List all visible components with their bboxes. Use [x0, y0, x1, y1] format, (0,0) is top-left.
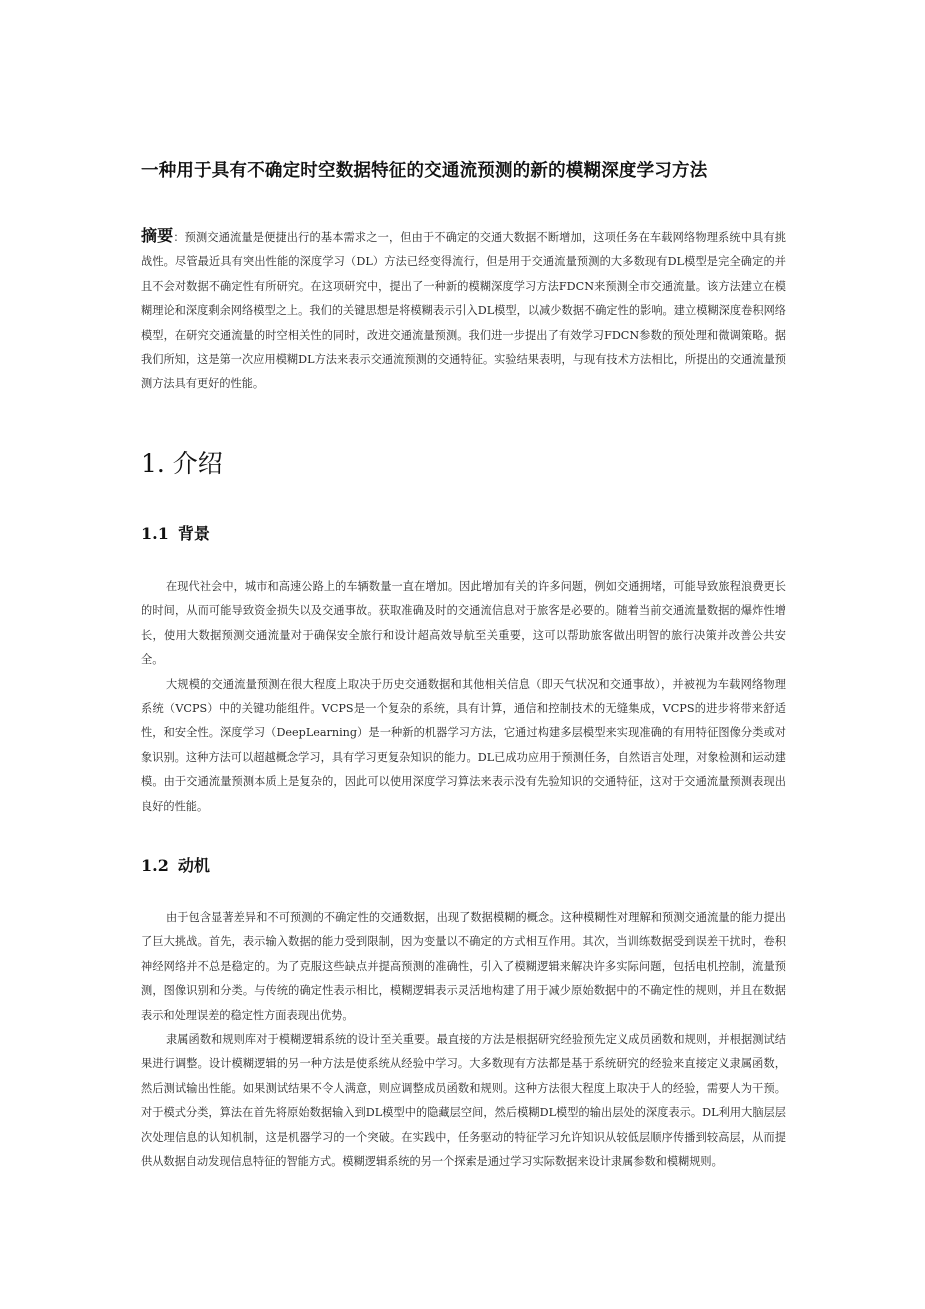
- paper-title: 一种用于具有不确定时空数据特征的交通流预测的新的模糊深度学习方法: [141, 161, 708, 181]
- motivation-body: [141, 906, 786, 1174]
- section-heading-introduction: 1. 介绍: [141, 449, 223, 478]
- subsection-number: 1.1: [141, 524, 169, 543]
- subsection-heading-background: [141, 521, 210, 544]
- subsection-title: 动机: [177, 856, 210, 875]
- subsection-heading-motivation: [141, 853, 210, 876]
- subsection-number: 1.2: [141, 856, 169, 875]
- background-body: [141, 575, 786, 819]
- subsection-title: 背景: [177, 524, 210, 543]
- body-paragraph: 由于包含显著差异和不可预测的不确定性的交通数据，出现了数据模糊的概念。这种模糊性对理解和预测交通流量的能力提出了巨大挑战。首先，表示输入数据的能力受到限制，因为变量以不确定的方式相互作用。其次，当训练数据受到误差干扰时，卷积神经网络并不总是稳定的。为了克服这些缺点并提高预测的准确性，引入了模糊逻辑来解决许多实际问题，包括电机控制，流量预测，图像识别和分类。与传统的确定性表示相比，模糊逻辑表示灵活地构建了用于减少原始数据中的不确定性的规则，并且在数据表示和处理误差的稳定性方面表现出优势。: [141, 911, 786, 1022]
- body-paragraph: 隶属函数和规则库对于模糊逻辑系统的设计至关重要。最直接的方法是根据研究经验预先定义成员函数和规则，并根据测试结果进行调整。设计模糊逻辑的另一种方法是使系统从经验中学习。大多数现有方法都是基于系统研究的经验来直接定义隶属函数，然后测试输出性能。如果测试结果不令人满意，则应调整成员函数和规则。这种方法很大程度上取决于人的经验，需要人为干预。对于模式分类，算法在首先将原始数据输入到DL模型中的隐藏层空间，然后模糊DL模型的输出层处的深度表示。DL利用大脑层层次处理信息的认知机制，这是机器学习的一个突破。在实践中，任务驱动的特征学习允许知识从较低层顺序传播到较高层，从而提供从数据自动发现信息特征的智能方式。模糊逻辑系统的另一个探索是通过学习实际数据来设计隶属参数和模糊规则。: [141, 1033, 786, 1169]
- abstract: [141, 224, 786, 397]
- body-paragraph: 在现代社会中，城市和高速公路上的车辆数量一直在增加。因此增加有关的许多问题，例如交通拥堵，可能导致旅程浪费更长的时间，从而可能导致资金损失以及交通事故。获取准确及时的交通流信息对于旅客是必要的。随着当前交通流量数据的爆炸性增长，使用大数据预测交通流量对于确保安全旅行和设计超高效导航至关重要，这可以帮助旅客做出明智的旅行决策并改善公共安全。: [141, 580, 786, 667]
- abstract-text: ：预测交通流量是便捷出行的基本需求之一，但由于不确定的交通大数据不断增加，这项任务在车载网络物理系统中具有挑战性。尽管最近具有突出性能的深度学习（DL）方法已经变得流行，但是用于交通流量预测的大多数现有DL模型是完全确定的并且不会对数据不确定性有所研究。在这项研究中，提出了一种新的模糊深度学习方法FDCN来预测全市交通流量。该方法建立在模糊理论和深度剩余网络模型之上。我们的关键思想是将模糊表示引入DL模型，以减少数据不确定性的影响。建立模糊深度卷积网络模型，在研究交通流量的时空相关性的同时，改进交通流量预测。我们进一步提出了有效学习FDCN参数的预处理和微调策略。据我们所知，这是第一次应用模糊DL方法来表示交通流预测的交通特征。实验结果表明，与现有技术方法相比，所提出的交通流量预测方法具有更好的性能。: [141, 231, 786, 391]
- body-paragraph: 大规模的交通流量预测在很大程度上取决于历史交通数据和其他相关信息（即天气状况和交通事故），并被视为车载网络物理系统（VCPS）中的关键功能组件。VCPS是一个复杂的系统，具有计算，通信和控制技术的无缝集成，VCPS的进步将带来舒适性，和安全性。深度学习（DeepLearning）是一种新的机器学习方法，它通过构建多层模型来实现准确的有用特征图像分类或对象识别。这种方法可以超越概念学习，具有学习更复杂知识的能力。DL已成功应用于预测任务，自然语言处理，对象检测和运动建模。由于交通流量预测本质上是复杂的，因此可以使用深度学习算法来表示没有先验知识的交通特征，这对于交通流量预测表现出良好的性能。: [141, 677, 786, 813]
- abstract-label: 摘要: [141, 226, 174, 245]
